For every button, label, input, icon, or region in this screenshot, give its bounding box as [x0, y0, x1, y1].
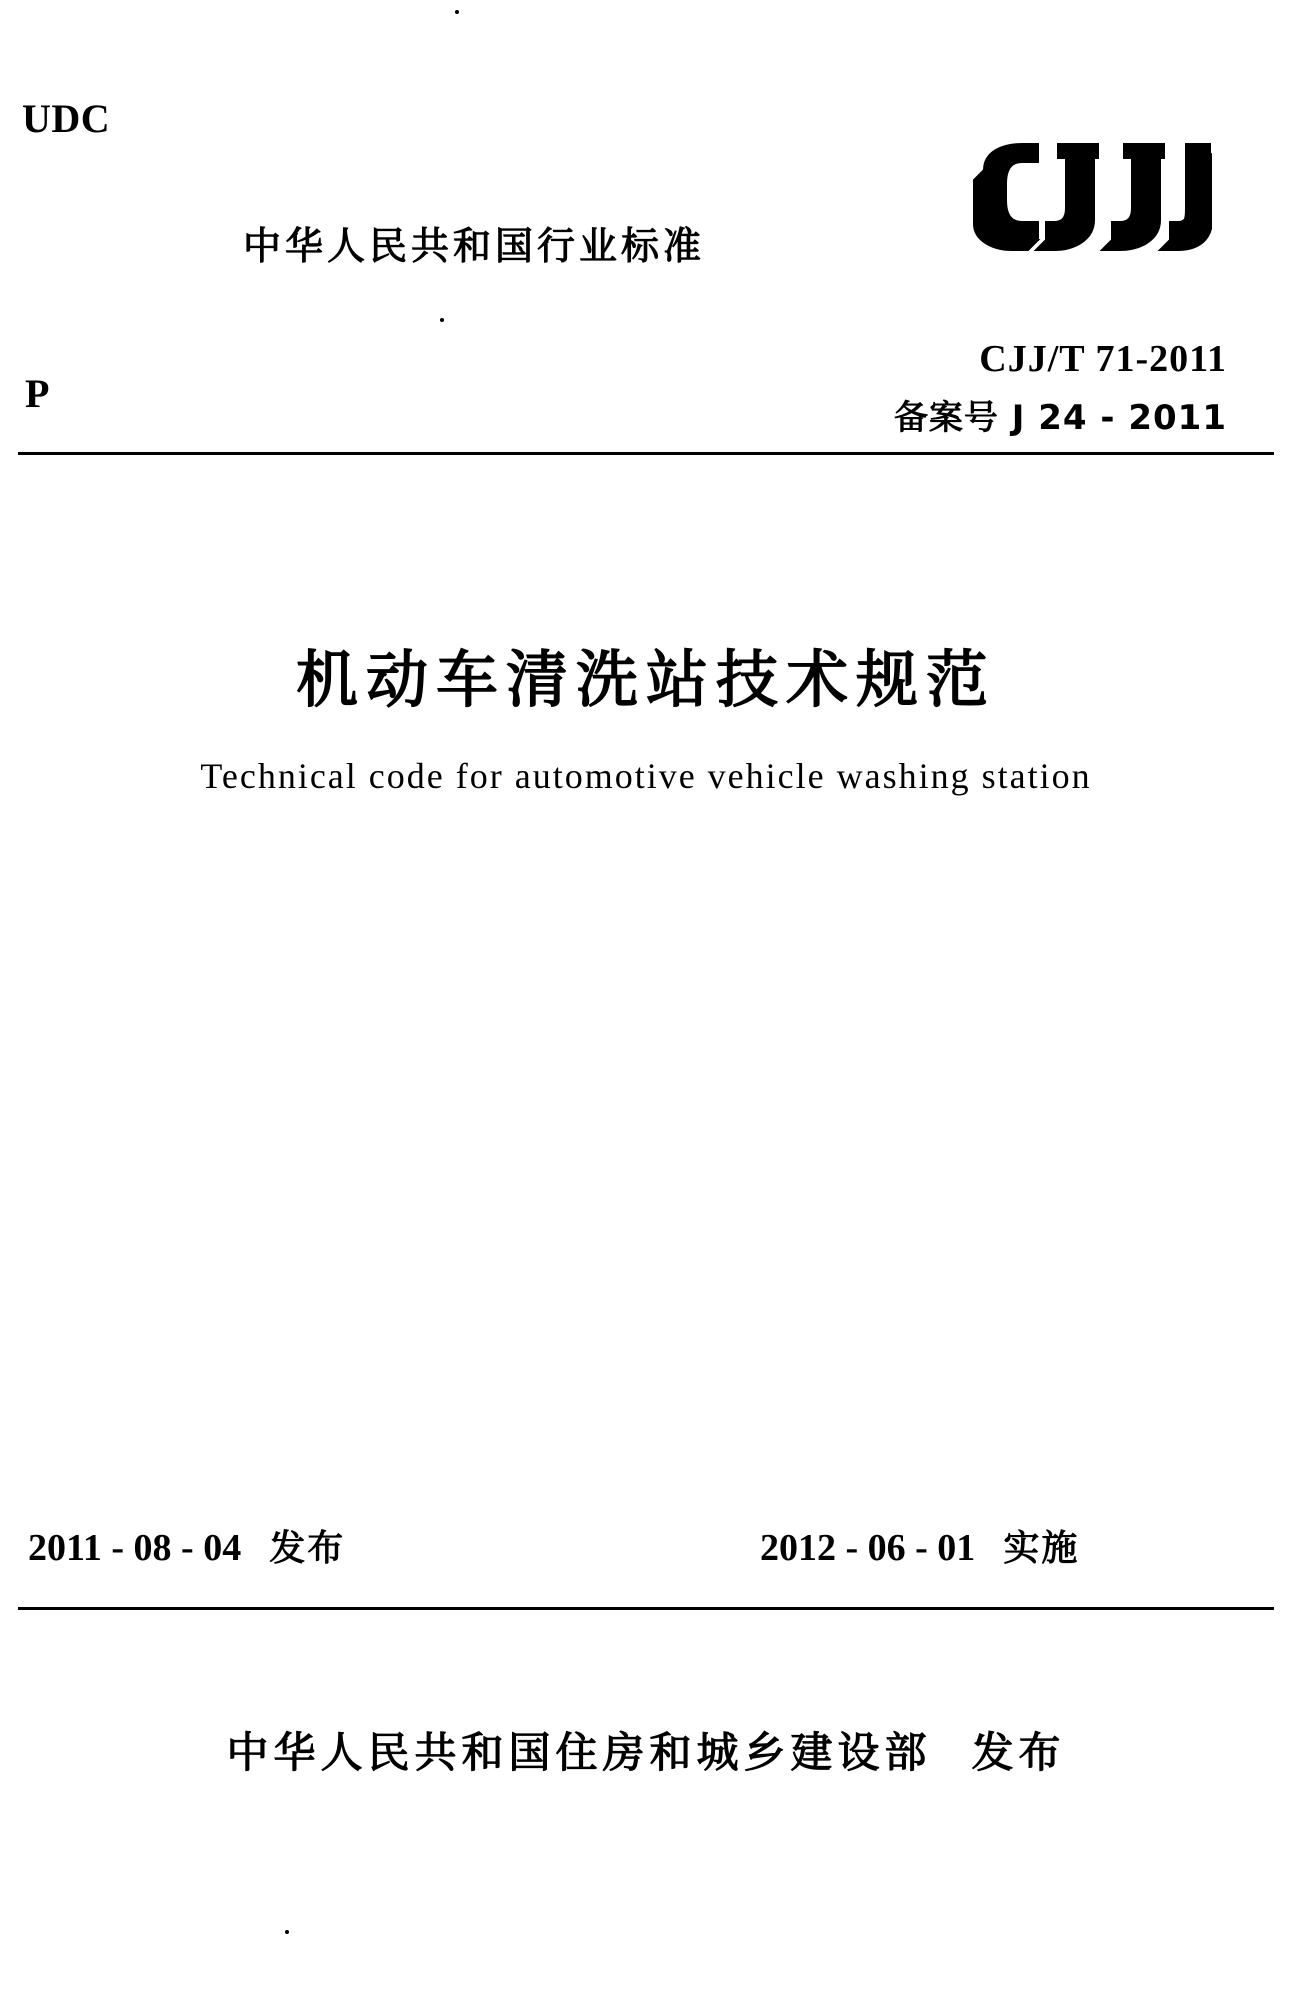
registration-mark-bottom: [285, 1930, 289, 1934]
issue-date-label: 发布: [269, 1528, 346, 1569]
effective-date-label: 实施: [1003, 1528, 1080, 1569]
registration-mark-top: [455, 10, 459, 14]
document-title-english: Technical code for automotive vehicle washing station: [200, 756, 1092, 796]
cjj-logo-icon: [972, 140, 1212, 255]
document-title-chinese: 机动车清洗站技术规范: [295, 643, 996, 716]
filing-record-number: 备案号 J 24 - 2011: [893, 398, 1227, 438]
issue-date-value: 2011 - 08 - 04: [28, 1527, 242, 1569]
standard-organization-line: 中华人民共和国行业标准: [243, 224, 706, 268]
udc-label: UDC: [22, 96, 111, 141]
effective-date-value: 2012 - 06 - 01: [760, 1527, 976, 1569]
classification-letter: P: [25, 371, 50, 416]
issue-date-block: [28, 1520, 345, 1571]
standard-code-number: CJJ/T 71-2011: [979, 338, 1227, 380]
publisher-block: [0, 1720, 1292, 1780]
divider-top: [18, 452, 1274, 455]
publisher-name: 中华人民共和国住房和城乡建设部: [226, 1728, 932, 1777]
publisher-verb: 发布: [971, 1728, 1066, 1777]
divider-bottom: [18, 1607, 1274, 1610]
registration-mark-middle: [440, 318, 444, 322]
effective-date-block: [760, 1520, 1079, 1571]
